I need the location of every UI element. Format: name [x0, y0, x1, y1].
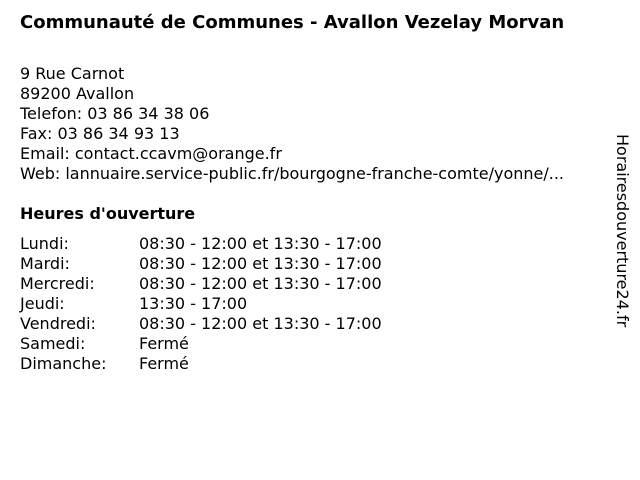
time-value: Fermé [139, 334, 189, 353]
day-label: Vendredi: [20, 314, 96, 333]
time-value: 08:30 - 12:00 et 13:30 - 17:00 [139, 274, 382, 293]
website-link[interactable]: Web: lannuaire.service-public.fr/bourgogne-franche-comte/yonne/... [20, 164, 565, 183]
time-value: 08:30 - 12:00 et 13:30 - 17:00 [139, 314, 382, 333]
hours-row [20, 254, 382, 274]
phone-number: Telefon: 03 86 34 38 06 [20, 104, 210, 123]
site-watermark: Horairesdouverture24.fr [613, 134, 632, 328]
time-value: Fermé [139, 354, 189, 373]
business-title: Communauté de Communes - Avallon Vezelay Morvan [20, 12, 565, 33]
day-label: Samedi: [20, 334, 86, 353]
hours-row [20, 274, 382, 294]
hours-heading: Heures d'ouverture [20, 204, 196, 223]
hours-row [20, 294, 382, 314]
city-address: 89200 Avallon [20, 84, 135, 103]
hours-row [20, 234, 382, 254]
day-label: Mardi: [20, 254, 70, 273]
time-value: 13:30 - 17:00 [139, 294, 248, 313]
email-address: Email: contact.ccavm@orange.fr [20, 144, 282, 163]
day-label: Mercredi: [20, 274, 95, 293]
contact-block [20, 64, 595, 184]
street-address: 9 Rue Carnot [20, 64, 125, 83]
hours-row [20, 314, 382, 334]
hours-row [20, 334, 382, 354]
day-label: Lundi: [20, 234, 69, 253]
time-value: 08:30 - 12:00 et 13:30 - 17:00 [139, 254, 382, 273]
day-label: Dimanche: [20, 354, 107, 373]
time-value: 08:30 - 12:00 et 13:30 - 17:00 [139, 234, 382, 253]
day-label: Jeudi: [20, 294, 65, 313]
fax-number: Fax: 03 86 34 93 13 [20, 124, 180, 143]
hours-row [20, 354, 382, 374]
hours-list [20, 234, 382, 374]
